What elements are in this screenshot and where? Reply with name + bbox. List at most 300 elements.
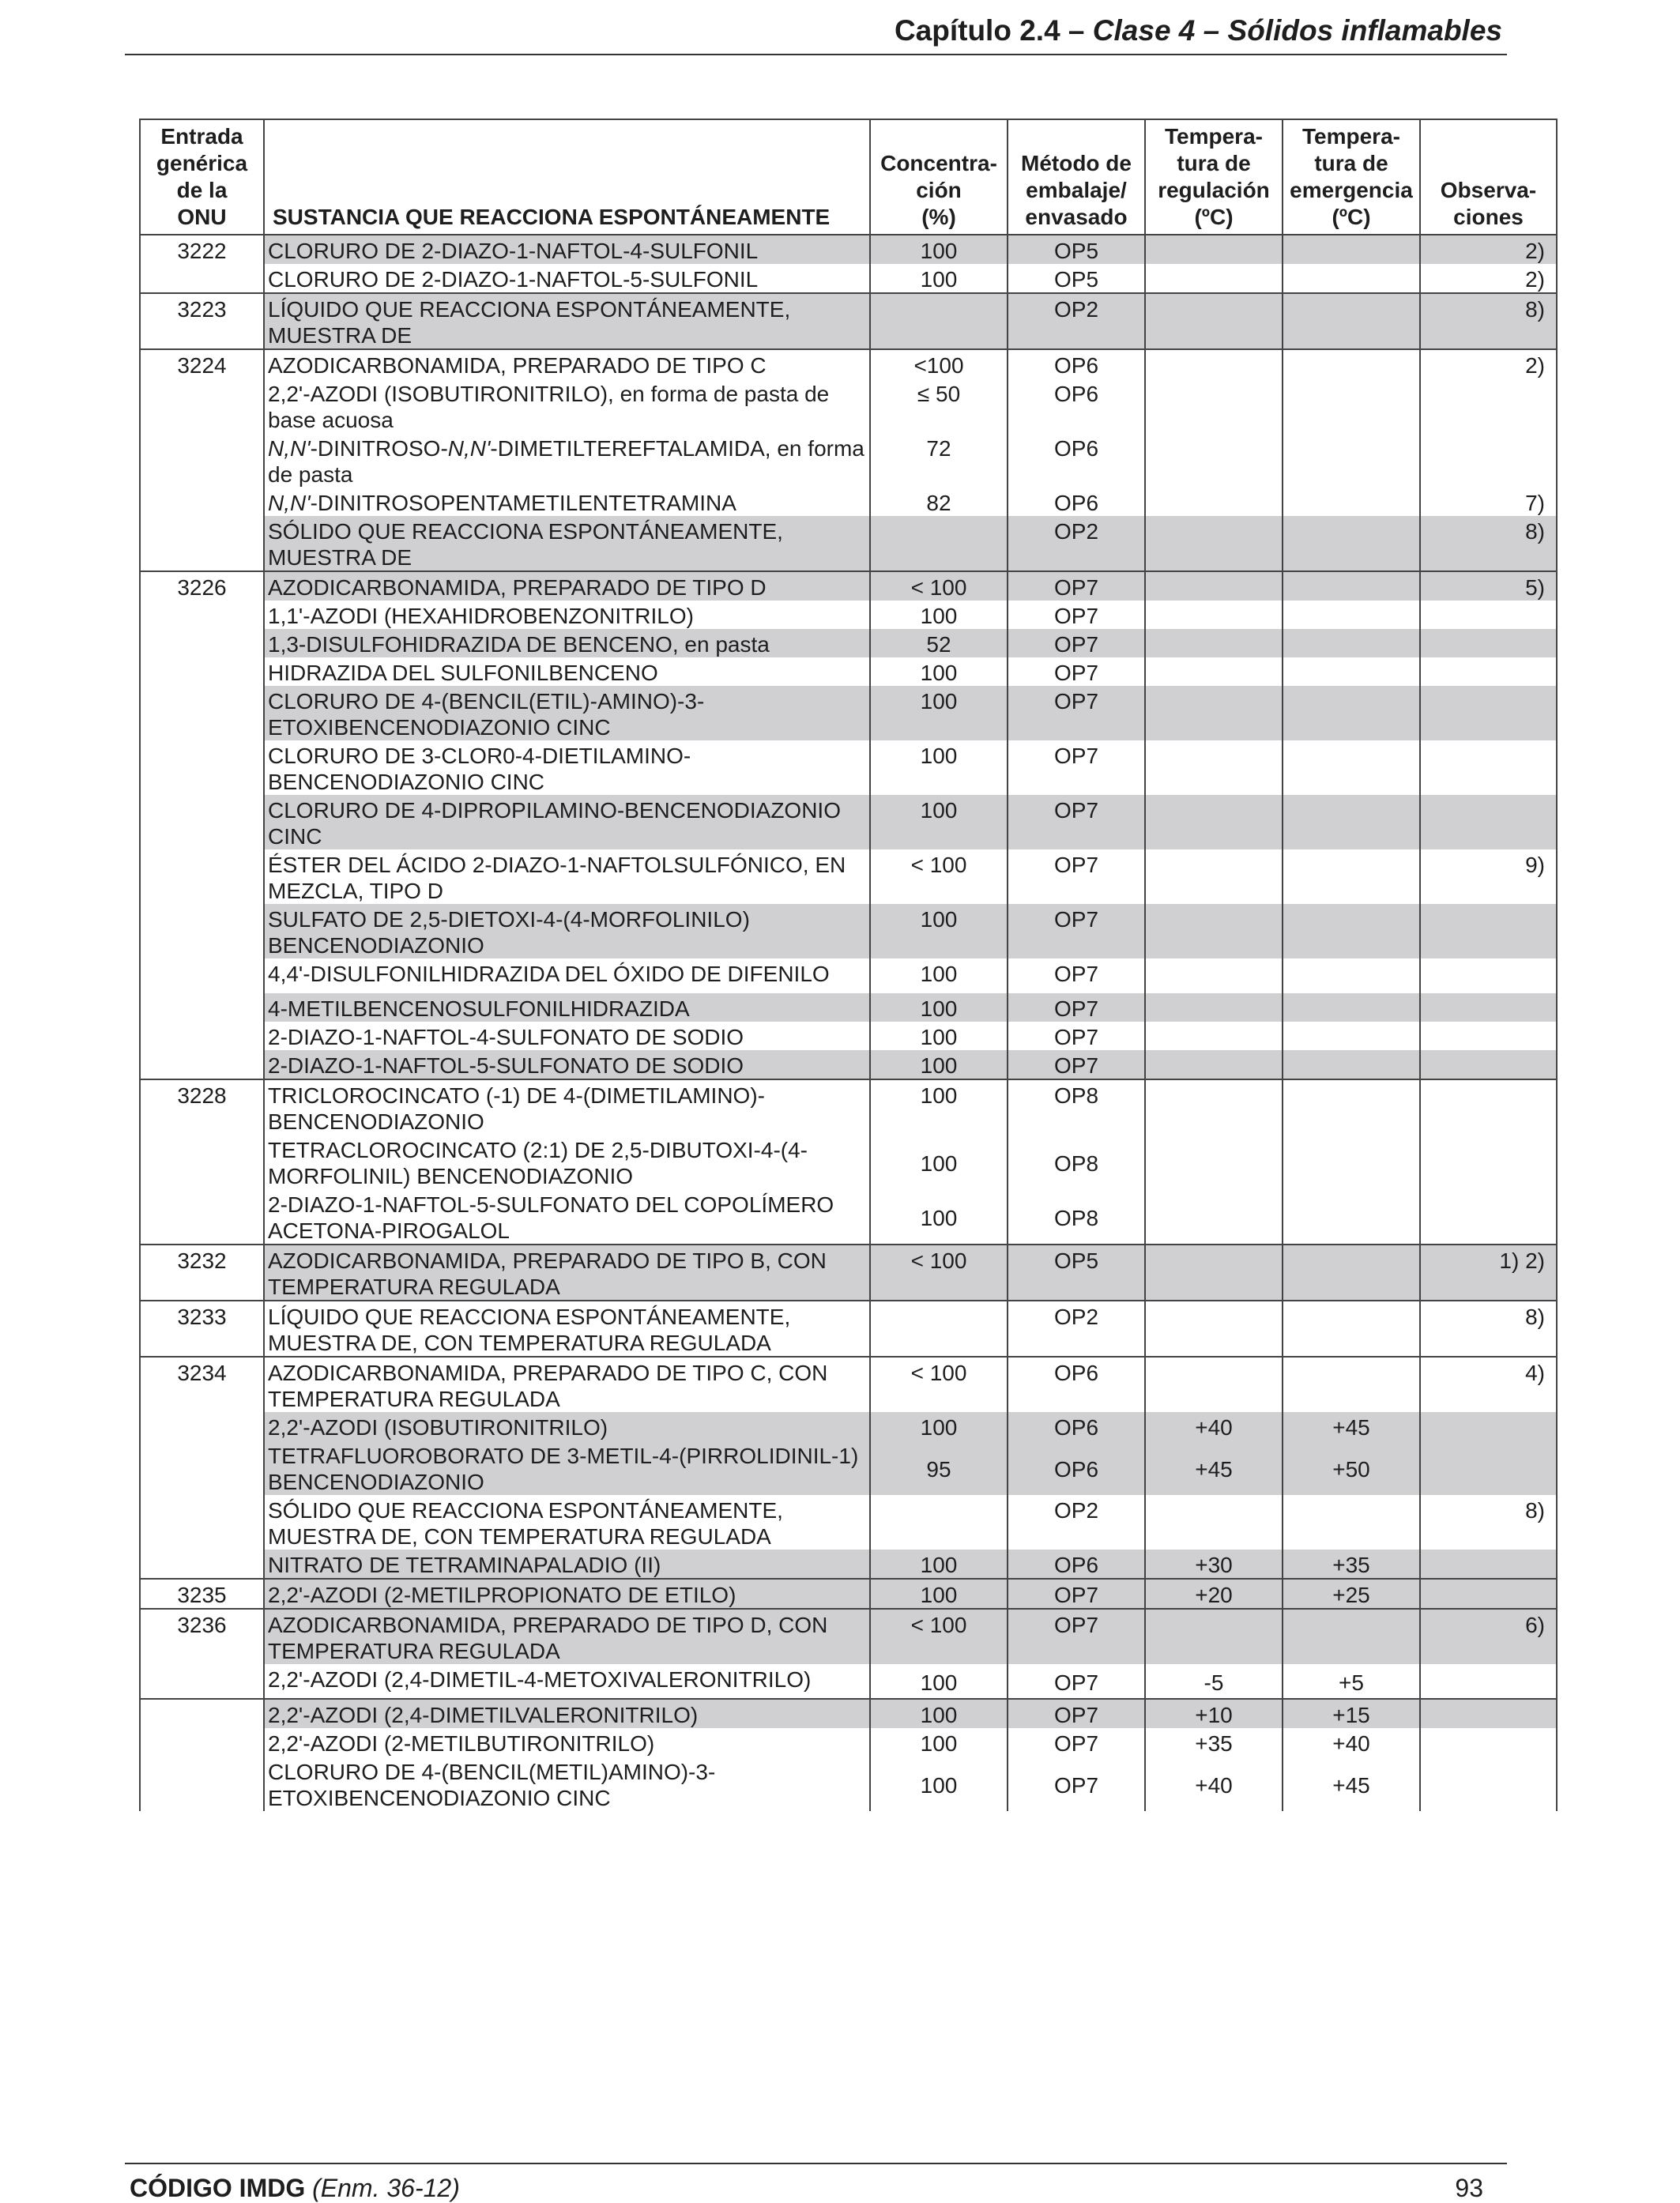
table-row <box>140 1495 1557 1550</box>
regulation-temp <box>1145 349 1283 378</box>
table-row <box>140 571 1557 601</box>
concentration: 95 <box>870 1440 1008 1495</box>
substance-name: TRICLOROCINCATO (-1) DE 4-(DIMETILAMINO)-BENCENODIAZONIO <box>264 1079 870 1135</box>
regulation-temp <box>1145 293 1283 349</box>
table-row <box>140 349 1557 378</box>
emergency-temp <box>1283 349 1420 378</box>
packing-method: OP2 <box>1008 1301 1145 1357</box>
packing-method: OP7 <box>1008 1728 1145 1757</box>
substance-name: SULFATO DE 2,5-DIETOXI-4-(4-MORFOLINILO) BENCENODIAZONIO <box>264 904 870 958</box>
emergency-temp <box>1283 849 1420 904</box>
regulation-temp <box>1145 795 1283 849</box>
substance-name: 2-DIAZO-1-NAFTOL-4-SULFONATO DE SODIO <box>264 1022 870 1050</box>
emergency-temp <box>1283 1135 1420 1189</box>
table-row <box>140 1245 1557 1301</box>
table-row <box>140 293 1557 349</box>
col-header-regulation-temp <box>1145 119 1283 235</box>
table-row <box>140 601 1557 629</box>
un-number <box>140 958 264 993</box>
footer-amendment: (Enm. 36-12) <box>312 2174 460 2202</box>
col-header-line: ción <box>916 178 962 202</box>
packing-method: OP7 <box>1008 1664 1145 1699</box>
packing-method: OP5 <box>1008 264 1145 293</box>
packing-method: OP7 <box>1008 657 1145 686</box>
packing-method: OP7 <box>1008 1579 1145 1609</box>
observations: 2) <box>1420 264 1557 293</box>
observations: 1) 2) <box>1420 1245 1557 1301</box>
packing-method: OP2 <box>1008 293 1145 349</box>
packing-method: OP7 <box>1008 993 1145 1022</box>
emergency-temp: +45 <box>1283 1757 1420 1811</box>
observations <box>1420 601 1557 629</box>
un-number: 3235 <box>140 1579 264 1609</box>
substance-name: CLORURO DE 4-(BENCIL(ETIL)-AMINO)-3-ETOXIBENCENODIAZONIO CINC <box>264 686 870 740</box>
emergency-temp <box>1283 1079 1420 1135</box>
emergency-temp <box>1283 686 1420 740</box>
concentration: 100 <box>870 1412 1008 1440</box>
observations: 4) <box>1420 1357 1557 1412</box>
table-row <box>140 849 1557 904</box>
emergency-temp <box>1283 601 1420 629</box>
substance-name: 1,3-DISULFOHIDRAZIDA DE BENCENO, en pasta <box>264 629 870 657</box>
col-header-concentration <box>870 119 1008 235</box>
regulation-temp: +30 <box>1145 1550 1283 1579</box>
concentration <box>870 516 1008 571</box>
emergency-temp <box>1283 378 1420 433</box>
emergency-temp: +45 <box>1283 1412 1420 1440</box>
col-header-line: Entrada <box>160 124 243 149</box>
observations <box>1420 795 1557 849</box>
observations <box>1420 433 1557 488</box>
concentration: 100 <box>870 1022 1008 1050</box>
un-number <box>140 378 264 433</box>
concentration: ≤ 50 <box>870 378 1008 433</box>
emergency-temp <box>1283 571 1420 601</box>
emergency-temp <box>1283 1245 1420 1301</box>
col-header-line: ONU <box>177 205 227 229</box>
chapter-label: Capítulo 2.4 – <box>894 14 1085 47</box>
substance-name: 2,2'-AZODI (2-METILBUTIRONITRILO) <box>264 1728 870 1757</box>
regulation-temp <box>1145 1189 1283 1245</box>
emergency-temp <box>1283 1050 1420 1079</box>
observations: 5) <box>1420 571 1557 601</box>
concentration <box>870 293 1008 349</box>
regulation-temp <box>1145 1357 1283 1412</box>
packing-method: OP6 <box>1008 1357 1145 1412</box>
page-header <box>125 9 1507 55</box>
regulation-temp: +35 <box>1145 1728 1283 1757</box>
table-row <box>140 629 1557 657</box>
un-number: 3234 <box>140 1357 264 1412</box>
concentration: 72 <box>870 433 1008 488</box>
table-row <box>140 740 1557 795</box>
concentration: 100 <box>870 657 1008 686</box>
footer-code <box>130 2174 460 2203</box>
substance-name: CLORURO DE 3-CLOR0-4-DIETILAMINO-BENCENODIAZONIO CINC <box>264 740 870 795</box>
un-number <box>140 1757 264 1811</box>
regulation-temp <box>1145 1495 1283 1550</box>
regulation-temp: +40 <box>1145 1757 1283 1811</box>
observations <box>1420 629 1557 657</box>
table-row <box>140 378 1557 433</box>
regulation-temp <box>1145 1135 1283 1189</box>
substance-name: HIDRAZIDA DEL SULFONILBENCENO <box>264 657 870 686</box>
packing-method: OP6 <box>1008 349 1145 378</box>
substance-name: SÓLIDO QUE REACCIONA ESPONTÁNEAMENTE, MUESTRA DE <box>264 516 870 571</box>
substance-name: ÉSTER DEL ÁCIDO 2-DIAZO-1-NAFTOLSULFÓNICO, EN MEZCLA, TIPO D <box>264 849 870 904</box>
table-row <box>140 433 1557 488</box>
emergency-temp: +5 <box>1283 1664 1420 1699</box>
col-header-line: ciones <box>1453 205 1524 229</box>
substance-name: 2,2'-AZODI (2,4-DIMETILVALERONITRILO) <box>264 1699 870 1728</box>
emergency-temp <box>1283 904 1420 958</box>
observations <box>1420 1079 1557 1135</box>
emergency-temp: +35 <box>1283 1550 1420 1579</box>
observations <box>1420 657 1557 686</box>
col-header-line: (ºC) <box>1332 205 1371 229</box>
packing-method: OP7 <box>1008 849 1145 904</box>
regulation-temp <box>1145 235 1283 264</box>
observations <box>1420 378 1557 433</box>
substance-name: AZODICARBONAMIDA, PREPARADO DE TIPO D <box>264 571 870 601</box>
col-header-line: Concentra- <box>880 151 997 175</box>
packing-method: OP5 <box>1008 1245 1145 1301</box>
concentration: 100 <box>870 1135 1008 1189</box>
emergency-temp <box>1283 1495 1420 1550</box>
observations <box>1420 1757 1557 1811</box>
table-row <box>140 516 1557 571</box>
packing-method: OP2 <box>1008 1495 1145 1550</box>
table-row <box>140 1550 1557 1579</box>
class-title: Clase 4 – Sólidos inflamables <box>1092 14 1502 47</box>
substance-name: AZODICARBONAMIDA, PREPARADO DE TIPO C <box>264 349 870 378</box>
substance-name: N,N'-DINITROSO-N,N'-DIMETILTEREFTALAMIDA, en forma de pasta <box>264 433 870 488</box>
table-row <box>140 795 1557 849</box>
concentration: 100 <box>870 1550 1008 1579</box>
un-number: 3232 <box>140 1245 264 1301</box>
un-number <box>140 795 264 849</box>
observations: 7) <box>1420 488 1557 516</box>
concentration <box>870 1301 1008 1357</box>
observations <box>1420 1579 1557 1609</box>
regulation-temp: +45 <box>1145 1440 1283 1495</box>
observations <box>1420 1440 1557 1495</box>
observations: 6) <box>1420 1609 1557 1664</box>
observations <box>1420 1699 1557 1728</box>
emergency-temp <box>1283 1022 1420 1050</box>
table-row <box>140 1050 1557 1079</box>
regulation-temp <box>1145 1022 1283 1050</box>
emergency-temp: +40 <box>1283 1728 1420 1757</box>
col-header-line: (%) <box>921 205 956 229</box>
col-header-line: Método de <box>1021 151 1132 175</box>
concentration: 82 <box>870 488 1008 516</box>
un-number: 3233 <box>140 1301 264 1357</box>
un-number <box>140 1135 264 1189</box>
table-row <box>140 1757 1557 1811</box>
un-number <box>140 433 264 488</box>
substance-name: AZODICARBONAMIDA, PREPARADO DE TIPO C, CON TEMPERATURA REGULADA <box>264 1357 870 1412</box>
table-row <box>140 1664 1557 1699</box>
concentration: 100 <box>870 795 1008 849</box>
packing-method: OP7 <box>1008 904 1145 958</box>
substance-name: 2,2'-AZODI (2-METILPROPIONATO DE ETILO) <box>264 1579 870 1609</box>
regulation-temp <box>1145 958 1283 993</box>
page-number: 93 <box>1455 2174 1483 2202</box>
regulation-temp <box>1145 1245 1283 1301</box>
col-header-line: emergencia <box>1290 178 1413 202</box>
table-body <box>140 235 1557 1811</box>
packing-method: OP8 <box>1008 1135 1145 1189</box>
regulation-temp <box>1145 488 1283 516</box>
packing-method: OP6 <box>1008 378 1145 433</box>
substance-name: N,N'-DINITROSOPENTAMETILENTETRAMINA <box>264 488 870 516</box>
concentration: 100 <box>870 993 1008 1022</box>
regulation-temp <box>1145 571 1283 601</box>
un-number <box>140 1664 264 1699</box>
un-number <box>140 993 264 1022</box>
table-row <box>140 1357 1557 1412</box>
packing-method: OP8 <box>1008 1189 1145 1245</box>
observations: 8) <box>1420 1301 1557 1357</box>
emergency-temp <box>1283 516 1420 571</box>
un-number <box>140 740 264 795</box>
regulation-temp <box>1145 264 1283 293</box>
emergency-temp <box>1283 795 1420 849</box>
concentration: 100 <box>870 1699 1008 1728</box>
substance-name: TETRAFLUOROBORATO DE 3-METIL-4-(PIRROLIDINIL-1) BENCENODIAZONIO <box>264 1440 870 1495</box>
observations <box>1420 1728 1557 1757</box>
un-number <box>140 629 264 657</box>
packing-method: OP5 <box>1008 235 1145 264</box>
regulation-temp <box>1145 657 1283 686</box>
col-header-method <box>1008 119 1145 235</box>
packing-method: OP7 <box>1008 629 1145 657</box>
concentration: 100 <box>870 264 1008 293</box>
packing-method: OP6 <box>1008 1550 1145 1579</box>
un-number <box>140 686 264 740</box>
un-number <box>140 1412 264 1440</box>
observations <box>1420 993 1557 1022</box>
concentration: < 100 <box>870 849 1008 904</box>
un-number <box>140 904 264 958</box>
packing-method: OP6 <box>1008 488 1145 516</box>
regulation-temp <box>1145 740 1283 795</box>
observations <box>1420 686 1557 740</box>
table-row <box>140 657 1557 686</box>
packing-method: OP6 <box>1008 1440 1145 1495</box>
packing-method: OP7 <box>1008 958 1145 993</box>
un-number: 3236 <box>140 1609 264 1664</box>
page-title <box>895 14 1502 47</box>
packing-method: OP7 <box>1008 571 1145 601</box>
concentration: 100 <box>870 235 1008 264</box>
un-number <box>140 1022 264 1050</box>
col-header-line: embalaje/ <box>1026 178 1127 202</box>
substance-name: 1,1'-AZODI (HEXAHIDROBENZONITRILO) <box>264 601 870 629</box>
packing-method: OP7 <box>1008 1050 1145 1079</box>
observations <box>1420 1664 1557 1699</box>
packing-method: OP7 <box>1008 686 1145 740</box>
col-header-line: de la <box>176 178 228 202</box>
substance-name: LÍQUIDO QUE REACCIONA ESPONTÁNEAMENTE, MUESTRA DE, CON TEMPERATURA REGULADA <box>264 1301 870 1357</box>
regulation-temp <box>1145 378 1283 433</box>
substance-name: 4-METILBENCENOSULFONILHIDRAZIDA <box>264 993 870 1022</box>
col-header-line: (ºC) <box>1194 205 1234 229</box>
regulation-temp <box>1145 516 1283 571</box>
footer-code-name: CÓDIGO IMDG <box>130 2174 306 2202</box>
concentration: 100 <box>870 1757 1008 1811</box>
emergency-temp: +25 <box>1283 1579 1420 1609</box>
emergency-temp <box>1283 264 1420 293</box>
concentration: 100 <box>870 1579 1008 1609</box>
observations <box>1420 1050 1557 1079</box>
col-header-substance: SUSTANCIA QUE REACCIONA ESPONTÁNEAMENTE <box>264 119 870 235</box>
substance-name: CLORURO DE 2-DIAZO-1-NAFTOL-4-SULFONIL <box>264 235 870 264</box>
col-header-observations <box>1420 119 1557 235</box>
regulation-temp <box>1145 629 1283 657</box>
un-number <box>140 488 264 516</box>
table-row <box>140 1440 1557 1495</box>
emergency-temp <box>1283 235 1420 264</box>
table-row <box>140 264 1557 293</box>
emergency-temp <box>1283 488 1420 516</box>
table-row <box>140 1412 1557 1440</box>
observations <box>1420 1022 1557 1050</box>
concentration: 100 <box>870 1189 1008 1245</box>
col-header-line: Tempera- <box>1165 124 1263 149</box>
un-number <box>140 657 264 686</box>
substance-name: SÓLIDO QUE REACCIONA ESPONTÁNEAMENTE, MUESTRA DE, CON TEMPERATURA REGULADA <box>264 1495 870 1550</box>
substance-name: 2,2'-AZODI (2,4-DIMETIL-4-METOXIVALERONITRILO) <box>264 1664 870 1699</box>
un-number <box>140 1440 264 1495</box>
regulation-temp <box>1145 1609 1283 1664</box>
observations <box>1420 1189 1557 1245</box>
concentration: 100 <box>870 1079 1008 1135</box>
table-row <box>140 904 1557 958</box>
col-header-line: genérica <box>156 151 248 175</box>
un-number: 3224 <box>140 349 264 378</box>
col-header-line: tura de <box>1314 151 1388 175</box>
substance-name: AZODICARBONAMIDA, PREPARADO DE TIPO D, CON TEMPERATURA REGULADA <box>264 1609 870 1664</box>
concentration: < 100 <box>870 571 1008 601</box>
emergency-temp <box>1283 629 1420 657</box>
table-row <box>140 686 1557 740</box>
observations: 8) <box>1420 293 1557 349</box>
un-number: 3226 <box>140 571 264 601</box>
concentration: 52 <box>870 629 1008 657</box>
table-row <box>140 1301 1557 1357</box>
un-number: 3228 <box>140 1079 264 1135</box>
regulation-temp <box>1145 1301 1283 1357</box>
substance-name: CLORURO DE 4-DIPROPILAMINO-BENCENODIAZONIO CINC <box>264 795 870 849</box>
un-number <box>140 849 264 904</box>
substance-name: LÍQUIDO QUE REACCIONA ESPONTÁNEAMENTE, MUESTRA DE <box>264 293 870 349</box>
regulation-temp <box>1145 993 1283 1022</box>
substance-name: CLORURO DE 2-DIAZO-1-NAFTOL-5-SULFONIL <box>264 264 870 293</box>
substance-name: CLORURO DE 4-(BENCIL(METIL)AMINO)-3-ETOXIBENCENODIAZONIO CINC <box>264 1757 870 1811</box>
table-row <box>140 1699 1557 1728</box>
regulation-temp <box>1145 601 1283 629</box>
emergency-temp <box>1283 1357 1420 1412</box>
table-row <box>140 235 1557 264</box>
observations: 9) <box>1420 849 1557 904</box>
regulation-temp <box>1145 904 1283 958</box>
emergency-temp <box>1283 1609 1420 1664</box>
un-number <box>140 1189 264 1245</box>
regulation-temp <box>1145 1079 1283 1135</box>
substance-name: AZODICARBONAMIDA, PREPARADO DE TIPO B, CON TEMPERATURA REGULADA <box>264 1245 870 1301</box>
packing-method: OP7 <box>1008 1022 1145 1050</box>
concentration: 100 <box>870 601 1008 629</box>
concentration: 100 <box>870 1664 1008 1699</box>
concentration: 100 <box>870 904 1008 958</box>
observations: 8) <box>1420 516 1557 571</box>
substance-name: TETRACLOROCINCATO (2:1) DE 2,5-DIBUTOXI-4-(4-MORFOLINIL) BENCENODIAZONIO <box>264 1135 870 1189</box>
regulation-temp: +20 <box>1145 1579 1283 1609</box>
regulation-temp: -5 <box>1145 1664 1283 1699</box>
regulation-temp <box>1145 433 1283 488</box>
emergency-temp <box>1283 740 1420 795</box>
un-number <box>140 264 264 293</box>
observations <box>1420 1412 1557 1440</box>
un-number <box>140 601 264 629</box>
substance-name: NITRATO DE TETRAMINAPALADIO (II) <box>264 1550 870 1579</box>
packing-method: OP7 <box>1008 1757 1145 1811</box>
substance-name: 4,4'-DISULFONILHIDRAZIDA DEL ÓXIDO DE DIFENILO <box>264 958 870 993</box>
concentration: < 100 <box>870 1245 1008 1301</box>
packing-method: OP7 <box>1008 1699 1145 1728</box>
col-header-emergency-temp <box>1283 119 1420 235</box>
packing-method: OP8 <box>1008 1079 1145 1135</box>
concentration: < 100 <box>870 1609 1008 1664</box>
concentration: < 100 <box>870 1357 1008 1412</box>
observations: 2) <box>1420 235 1557 264</box>
packing-method: OP7 <box>1008 740 1145 795</box>
emergency-temp <box>1283 293 1420 349</box>
table-row <box>140 1189 1557 1245</box>
concentration: 100 <box>870 740 1008 795</box>
regulation-temp: +40 <box>1145 1412 1283 1440</box>
table-row <box>140 1022 1557 1050</box>
table-row <box>140 993 1557 1022</box>
table-row <box>140 1579 1557 1609</box>
observations <box>1420 1135 1557 1189</box>
observations <box>1420 1550 1557 1579</box>
un-number <box>140 1050 264 1079</box>
observations <box>1420 740 1557 795</box>
col-header-line: envasado <box>1025 205 1128 229</box>
table-row <box>140 958 1557 993</box>
regulation-temp <box>1145 849 1283 904</box>
emergency-temp <box>1283 1189 1420 1245</box>
regulation-temp: +10 <box>1145 1699 1283 1728</box>
emergency-temp <box>1283 1301 1420 1357</box>
table-row <box>140 1135 1557 1189</box>
substance-name: 2,2'-AZODI (ISOBUTIRONITRILO), en forma de pasta de base acuosa <box>264 378 870 433</box>
col-header-line: tura de <box>1177 151 1251 175</box>
page-footer <box>125 2163 1507 2202</box>
regulation-temp <box>1145 1050 1283 1079</box>
col-header-line: regulación <box>1158 178 1270 202</box>
observations: 8) <box>1420 1495 1557 1550</box>
un-number <box>140 516 264 571</box>
emergency-temp <box>1283 657 1420 686</box>
table-row <box>140 1728 1557 1757</box>
packing-method: OP2 <box>1008 516 1145 571</box>
emergency-temp <box>1283 993 1420 1022</box>
table-row <box>140 1079 1557 1135</box>
